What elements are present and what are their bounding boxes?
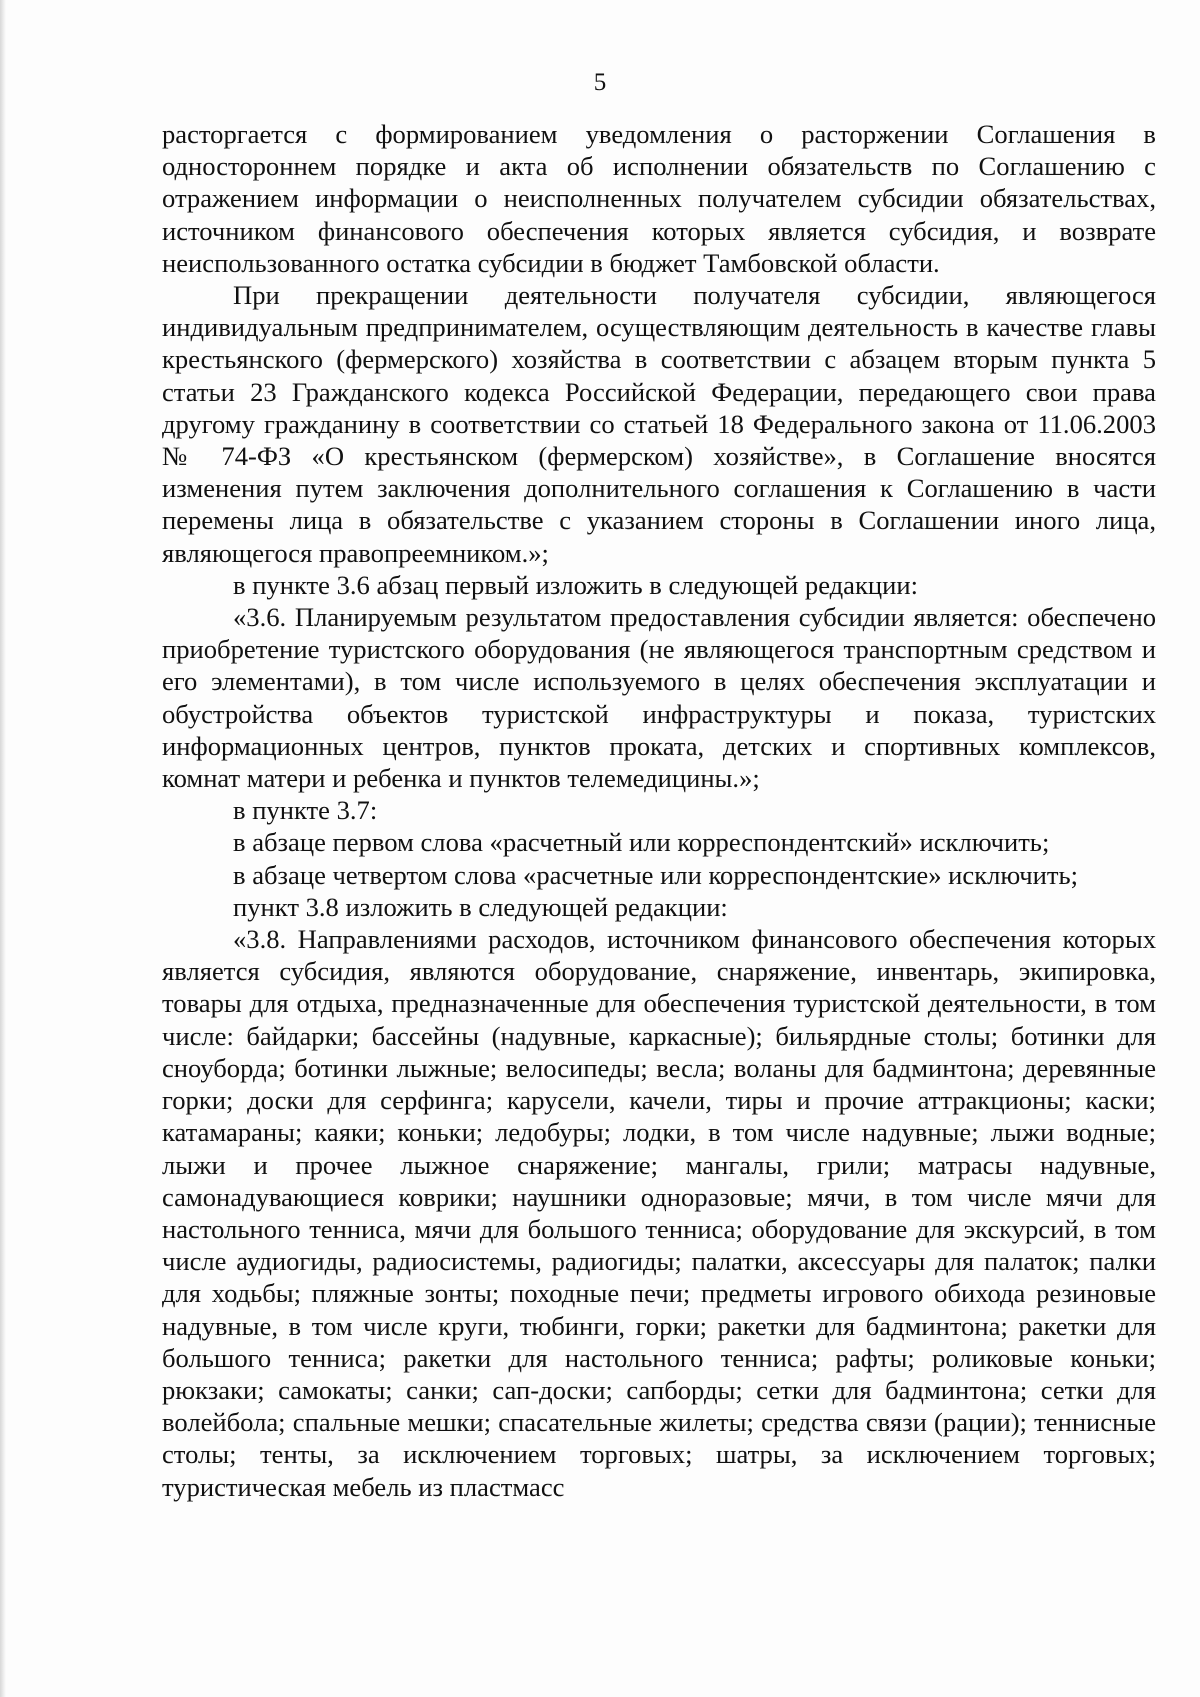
scan-edge-shadow <box>0 0 6 1697</box>
paragraph-clause-3-6: «3.6. Планируемым результатом предоставления субсидии является: обеспечено приобретение туристского оборудования (не являющегося транспортным средством и его элементами), в том числе используемого в целях обеспечения эксплуатации и обустройства объектов туристской инфраструктуры и показа, туристских информационных центров, пунктов проката, детских и спортивных комплексов, комнат матери и ребенка и пунктов телемедицины.»; <box>162 602 1156 794</box>
paragraph-3-7-fourth: в абзаце четвертом слова «расчетные или корреспондентские» исключить; <box>233 859 1078 890</box>
paragraph-amend-3-8: пункт 3.8 изложить в следующей редакции: <box>233 891 728 922</box>
paragraph-clause-3-8: «3.8. Направлениями расходов, источником финансового обеспечения которых является субсидия, являются оборудование, снаряжение, инвентарь, экипировка, товары для отдыха, предназначенные для обеспечения туристской деятельности, в том числе: байдарки; бассейны (надувные, каркасные); бильярдные столы; ботинки для сноуборда; ботинки лыжные; велосипеды; весла; воланы для бадминтона; деревянные горки; доски для серфинга; карусели, качели, тиры и прочие аттракционы; каски; катамараны; каяки; коньки; ледобуры; лодки, в том числе надувные; лыжи водные; лыжи и прочее лыжное снаряжение; мангалы, грили; матрасы надувные, самонадувающиеся коврики; наушники одноразовые; мячи, в том числе мячи для настольного тенниса, мячи для большого тенниса; оборудование для экскурсий, в том числе аудиогиды, радиосистемы, радиогиды; палатки, аксессуары для палаток; палки для ходьбы; пляжные зонты; походные печи; предметы игрового обихода резиновые надувные, в том числе круги, тюбинги, горки; ракетки для бадминтона; ракетки для большого тенниса; ракетки для настольного тенниса; рафты; роликовые коньки; рюкзаки; самокаты; санки; сап-доски; сапборды; сетки для бадминтона; сетки для волейбола; спальные мешки; спасательные жилеты; средства связи (рации); теннисные столы; тенты, за исключением торговых; шатры, за исключением торговых; туристическая мебель из пластмасс <box>162 924 1156 1502</box>
paragraph-3-7-first: в абзаце первом слова «расчетный или корреспондентский» исключить; <box>233 827 1050 858</box>
page-number: 5 <box>593 69 607 96</box>
paragraph-termination-notice: расторгается с формированием уведомления о расторжении Соглашения в одностороннем порядке и акта об исполнении обязательств по Соглашению с отражением информации о неисполненных получателем субсидии обязательствах, источником финансового обеспечения которых является субсидия, и возврате неиспользованного остатка субсидии в бюджет Тамбовской области. <box>162 119 1156 278</box>
document-body <box>162 118 1156 1503</box>
paragraph-amend-3-7: в пункте 3.7: <box>233 795 378 826</box>
paragraph-amend-3-6: в пункте 3.6 абзац первый изложить в следующей редакции: <box>233 569 918 600</box>
paragraph-farm-successor: При прекращении деятельности получателя субсидии, являющегося индивидуальным предпринимателем, осуществляющим деятельность в качестве главы крестьянского (фермерского) хозяйства в соответствии с абзацем вторым пункта 5 статьи 23 Гражданского кодекса Российской Федерации, передающего свои права другому гражданину в соответствии со статьей 18 Федерального закона от 11.06.2003 № 74-ФЗ «О крестьянском (фермерском) хозяйстве», в Соглашение вносятся изменения путем заключения дополнительного соглашения к Соглашению в части перемены лица в обязательстве с указанием стороны в Соглашении иного лица, являющегося правопреемником.»; <box>162 280 1156 568</box>
